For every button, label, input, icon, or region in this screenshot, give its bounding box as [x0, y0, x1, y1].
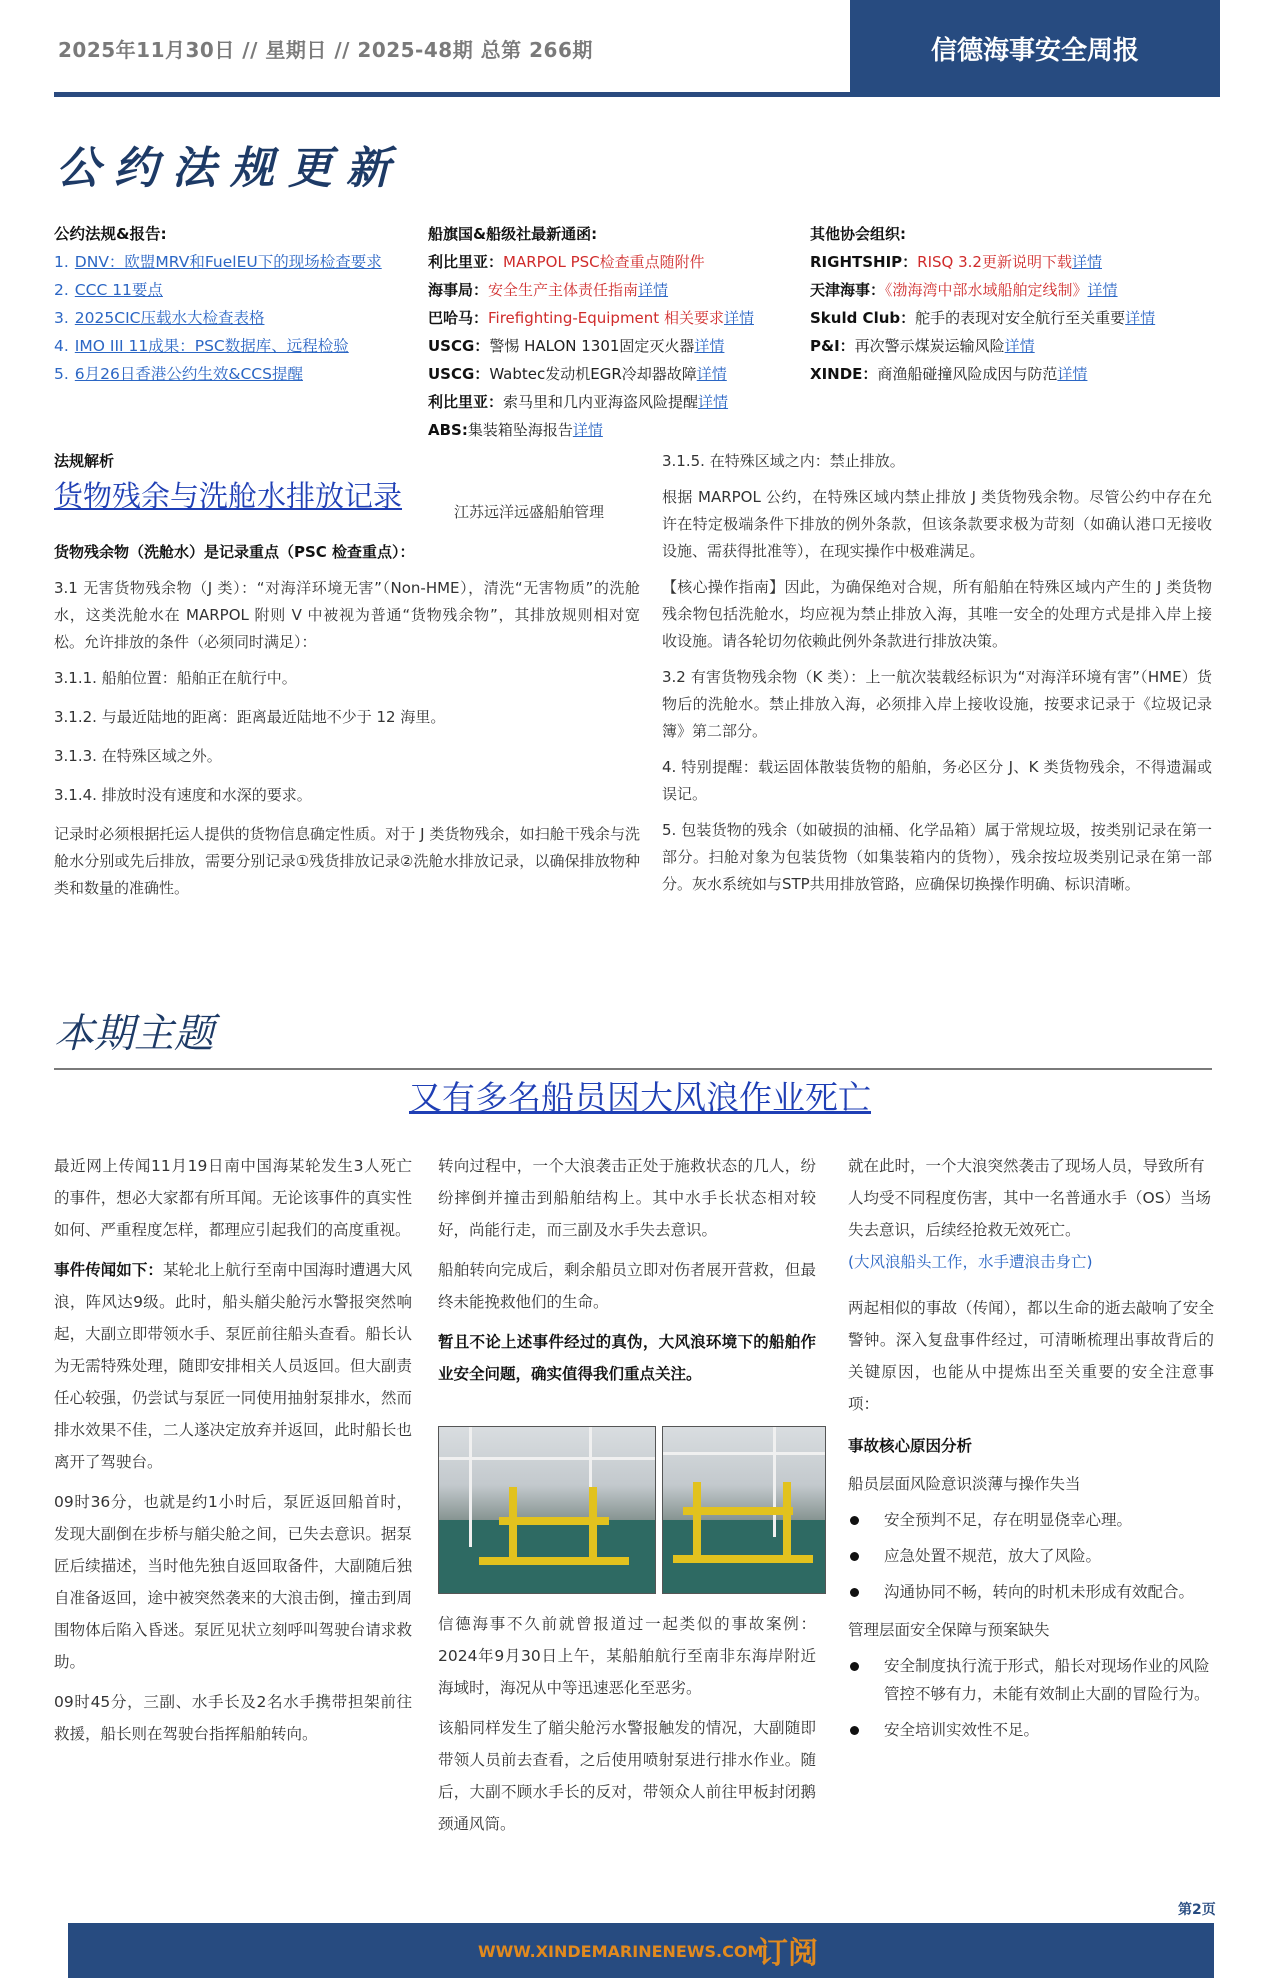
- report-item[interactable]: 3. 2025CIC压载水大检查表格: [54, 309, 265, 327]
- theme-rule: [54, 1068, 1212, 1070]
- bullet-icon: [850, 1726, 859, 1735]
- bullet-icon: [850, 1516, 859, 1525]
- article-paragraph: 两起相似的事故（传闻），都以生命的逝去敲响了安全警钟。深入复盘事件经过，可清晰梳理出事故背后的关键原因，也能从中提炼出至关重要的安全注意事项：: [848, 1299, 1214, 1413]
- photo-caption: (大风浪船头工作，水手遭浪击身亡): [848, 1253, 1093, 1271]
- list-item: 沟通协同不畅，转向的时机未形成有效配合。: [848, 1578, 1214, 1606]
- flag-item-link[interactable]: 详情: [723, 309, 754, 327]
- header-rule: [54, 92, 854, 97]
- brand-title: 信德海事安全周报: [850, 0, 1220, 97]
- section-title: 公约法规更新: [56, 143, 404, 194]
- law-paragraph: 4. 特别提醒：载运固体散装货物的船舶，务必区分 J、K 类货物残余，不得遗漏或误记。: [662, 758, 1212, 803]
- flag-item-link[interactable]: 详情: [638, 281, 669, 299]
- flag-item: 海事局：安全生产主体责任指南详情: [428, 281, 669, 299]
- flag-item-link[interactable]: 详情: [698, 393, 729, 411]
- issue-meta: 2025年11月30日 // 星期日 // 2025-48期 总第 266期: [58, 38, 593, 62]
- article-column-2-bottom: [438, 1608, 816, 1848]
- flag-item: 利比里亚：MARPOL PSC检查重点随附件: [428, 253, 705, 271]
- association-item: Skuld Club：舵手的表现对安全航行至关重要详情: [810, 309, 1156, 327]
- law-paragraph: 记录时必须根据托运人提供的货物信息确定性质。对于 J 类货物残余，如扫舱干残余与洗舱水分别或先后排放，需要分别记录①残货排放记录②洗舱水排放记录，以确保排放物种类和数量的准确性。: [54, 825, 640, 897]
- analysis-subheading: 船员层面风险意识淡薄与操作失当: [848, 1475, 1081, 1493]
- flag-item-link[interactable]: 详情: [694, 337, 725, 355]
- article-paragraph: 09时45分，三副、水手长及2名水手携带担架前往救援，船长则在驾驶台指挥船舶转向。: [54, 1693, 412, 1743]
- article-paragraph: 就在此时，一个大浪突然袭击了现场人员，导致所有人均受不同程度伤害，其中一名普通水手（OS）当场失去意识，后续经抢救无效死亡。: [848, 1157, 1212, 1239]
- article-paragraph: 船舶转向完成后，剩余船员立即对伤者展开营救，但最终未能挽救他们的生命。: [438, 1261, 816, 1311]
- flag-state-column: [428, 220, 808, 444]
- association-item-link[interactable]: 详情: [1004, 337, 1035, 355]
- article-column-1: [54, 1150, 412, 1758]
- list-item: 安全培训实效性不足。: [848, 1716, 1214, 1744]
- list-item: 应急处置不规范，放大了风险。: [848, 1542, 1214, 1570]
- association-item: P&I：再次警示煤炭运输风险详情: [810, 337, 1035, 355]
- association-item-link[interactable]: 详情: [1125, 309, 1156, 327]
- list-item: 安全预判不足，存在明显侥幸心理。: [848, 1506, 1214, 1534]
- law-paragraph: 3.1.2. 与最近陆地的距离：距离最近陆地不少于 12 海里。: [54, 708, 446, 726]
- flag-item: USCG：Wabtec发动机EGR冷却器故障详情: [428, 365, 727, 383]
- report-item[interactable]: 4. IMO III 11成果：PSC数据库、远程检验: [54, 337, 349, 355]
- article-paragraph: 该船同样发生了艏尖舱污水警报触发的情况，大副随即带领人员前去查看，之后使用喷射泵进行排水作业。随后，大副不顾水手长的反对，带领众人前往甲板封闭鹅颈通风筒。: [438, 1719, 816, 1833]
- website-link[interactable]: WWW.XINDEMARINENEWS.COM: [478, 1942, 764, 1961]
- article-paragraph: 转向过程中，一个大浪袭击正处于施救状态的几人，纷纷摔倒并撞击到船舶结构上。其中水手长状态相对较好，尚能行走，而三副及水手失去意识。: [438, 1157, 816, 1239]
- article-paragraph-emphasis: 暂且不论上述事件经过的真伪，大风浪环境下的船舶作业安全问题，确实值得我们重点关注。: [438, 1333, 816, 1383]
- association-item-link[interactable]: 详情: [1057, 365, 1088, 383]
- law-paragraph: 3.2 有害货物残余物（K 类）：上一航次装载经标识为“对海洋环境有害”（HME）货物后的洗舱水。禁止排放入海，必须排入岸上接收设施，按要求记录于《垃圾记录簿》第二部分。: [662, 668, 1212, 740]
- management-issues-list: [848, 1652, 1214, 1744]
- theme-title-link[interactable]: 又有多名船员因大风浪作业死亡: [409, 1078, 871, 1117]
- article-paragraph: 信德海事不久前就曾报道过一起类似的事故案例：2024年9月30日上午，某船舶航行至南非东海岸附近海域时，海况从中等迅速恶化至恶劣。: [438, 1615, 816, 1697]
- law-paragraph: 货物残余物（洗舱水）是记录重点（PSC 检查重点）：: [54, 543, 415, 561]
- incident-photo-right: [662, 1426, 826, 1594]
- association-item: XINDE：商渔船碰撞风险成因与防范详情: [810, 365, 1088, 383]
- law-analysis-right: [662, 448, 1212, 907]
- analysis-subheading: 管理层面安全保障与预案缺失: [848, 1621, 1050, 1639]
- flag-item-link[interactable]: 详情: [696, 365, 727, 383]
- law-title-link[interactable]: 货物残余与洗舱水排放记录: [54, 479, 403, 513]
- law-title-row: [54, 479, 640, 531]
- reports-column: [54, 220, 434, 388]
- bullet-icon: [850, 1588, 859, 1597]
- law-paragraph: 3.1.1. 船舶位置：船舶正在航行中。: [54, 669, 297, 687]
- law-paragraph: 【核心操作指南】因此，为确保绝对合规，所有船舶在特殊区域内产生的 J 类货物残余物包括洗舱水，均应视为禁止排放入海，其唯一安全的处理方式是排入岸上接收设施。请各轮切勿依赖此例外条款进行排放决策。: [662, 578, 1212, 650]
- incident-photo-left: [438, 1426, 656, 1594]
- law-paragraph: 3.1 无害货物残余物（J 类）：“对海洋环境无害”（Non-HME），清洗“无害物质”的洗舱水，这类洗舱水在 MARPOL 附则 V 中被视为普通“货物残余物”，其排放规则相对宽松。允许排放的条件（必须同时满足）：: [54, 579, 640, 651]
- associations-heading: 其他协会组织:: [810, 225, 906, 243]
- bullet-icon: [850, 1662, 859, 1671]
- article-paragraph: 最近网上传闻11月19日南中国海某轮发生3人死亡的事件，想必大家都有所耳闻。无论该事件的真实性如何、严重程度怎样，都理应引起我们的高度重视。: [54, 1157, 412, 1239]
- flag-item-link[interactable]: 随附件: [659, 253, 705, 271]
- law-paragraph: 3.1.4. 排放时没有速度和水深的要求。: [54, 786, 312, 804]
- flag-item-link[interactable]: 详情: [572, 421, 603, 439]
- footer-bar: [68, 1923, 1214, 1978]
- flag-item: 利比里亚：索马里和几内亚海盗风险提醒详情: [428, 393, 729, 411]
- subscribe-button[interactable]: 订阅: [758, 1936, 818, 1971]
- article-paragraph: 事件传闻如下：某轮北上航行至南中国海时遭遇大风浪，阵风达9级。此时，船头艏尖舱污水警报突然响起，大副立即带领水手、泵匠前往船头查看。船长认为无需特殊处理，随即安排相关人员返回。但大副责任心较强，仍尝试与泵匠一同使用抽射泵排水，然而排水效果不佳，二人遂决定放弃并返回，此时船长也离开了驾驶台。: [54, 1261, 412, 1471]
- theme-label: 本期主题: [54, 1011, 214, 1057]
- flag-item: ABS:集装箱坠海报告详情: [428, 421, 603, 439]
- law-paragraph: 3.1.3. 在特殊区域之外。: [54, 747, 222, 765]
- law-paragraph: 3.1.5. 在特殊区域之内：禁止排放。: [662, 452, 905, 470]
- page-number: 第2页: [1178, 1902, 1216, 1918]
- law-paragraph: 5. 包装货物的残余（如破损的油桶、化学品箱）属于常规垃圾，按类别记录在第一部分。扫舱对象为包装货物（如集装箱内的货物），残余按垃圾类别记录在第一部分。灰水系统如与STP共用排放管路，应确保切换操作明确、标识清晰。: [662, 821, 1212, 893]
- crew-issues-list: [848, 1506, 1214, 1606]
- flag-item: 巴哈马：Firefighting-Equipment 相关要求详情: [428, 309, 754, 327]
- analysis-heading: 事故核心原因分析: [848, 1437, 973, 1455]
- association-item-link[interactable]: 详情: [1087, 281, 1118, 299]
- article-column-2: [438, 1150, 816, 1398]
- associations-column: [810, 220, 1210, 388]
- law-label: 法规解析: [54, 452, 115, 470]
- report-item[interactable]: 1. DNV：欧盟MRV和FuelEU下的现场检查要求: [54, 253, 382, 271]
- reports-heading: 公约法规&报告:: [54, 225, 167, 243]
- law-analysis-left: [54, 448, 640, 911]
- association-item-link[interactable]: 详情: [1071, 253, 1102, 271]
- report-item[interactable]: 5. 6月26日香港公约生效&CCS提醒: [54, 365, 303, 383]
- list-item: 安全制度执行流于形式，船长对现场作业的风险管控不够有力，未能有效制止大副的冒险行为。: [848, 1652, 1214, 1708]
- law-paragraph: 根据 MARPOL 公约，在特殊区域内禁止排放 J 类货物残余物。尽管公约中存在允许在特定极端条件下排放的例外条款，但该条款要求极为苛刻（如确认港口无接收设施、需获得批准等），在现实操作中极难满足。: [662, 488, 1212, 560]
- article-column-3: [848, 1150, 1214, 1752]
- association-item: 天津海事：《渤海湾中部水域船舶定线制》详情: [810, 281, 1118, 299]
- report-item[interactable]: 2. CCC 11要点: [54, 281, 163, 299]
- flag-item: USCG：警惕 HALON 1301固定灭火器详情: [428, 337, 725, 355]
- law-source: 江苏远洋远盛船舶管理: [454, 503, 605, 521]
- association-item: RIGHTSHIP：RISQ 3.2更新说明下载详情: [810, 253, 1102, 271]
- article-paragraph: 09时36分，也就是约1小时后，泵匠返回船首时，发现大副倒在步桥与艏尖舱之间，已失去意识。据泵匠后续描述，当时他先独自返回取备件，大副随后独自准备返回，途中被突然袭来的大浪击倒，撞击到周围物体后陷入昏迷。泵匠见状立刻呼叫驾驶台请求救助。: [54, 1493, 412, 1671]
- flag-heading: 船旗国&船级社最新通函:: [428, 225, 598, 243]
- page-header: [54, 22, 1214, 94]
- bullet-icon: [850, 1552, 859, 1561]
